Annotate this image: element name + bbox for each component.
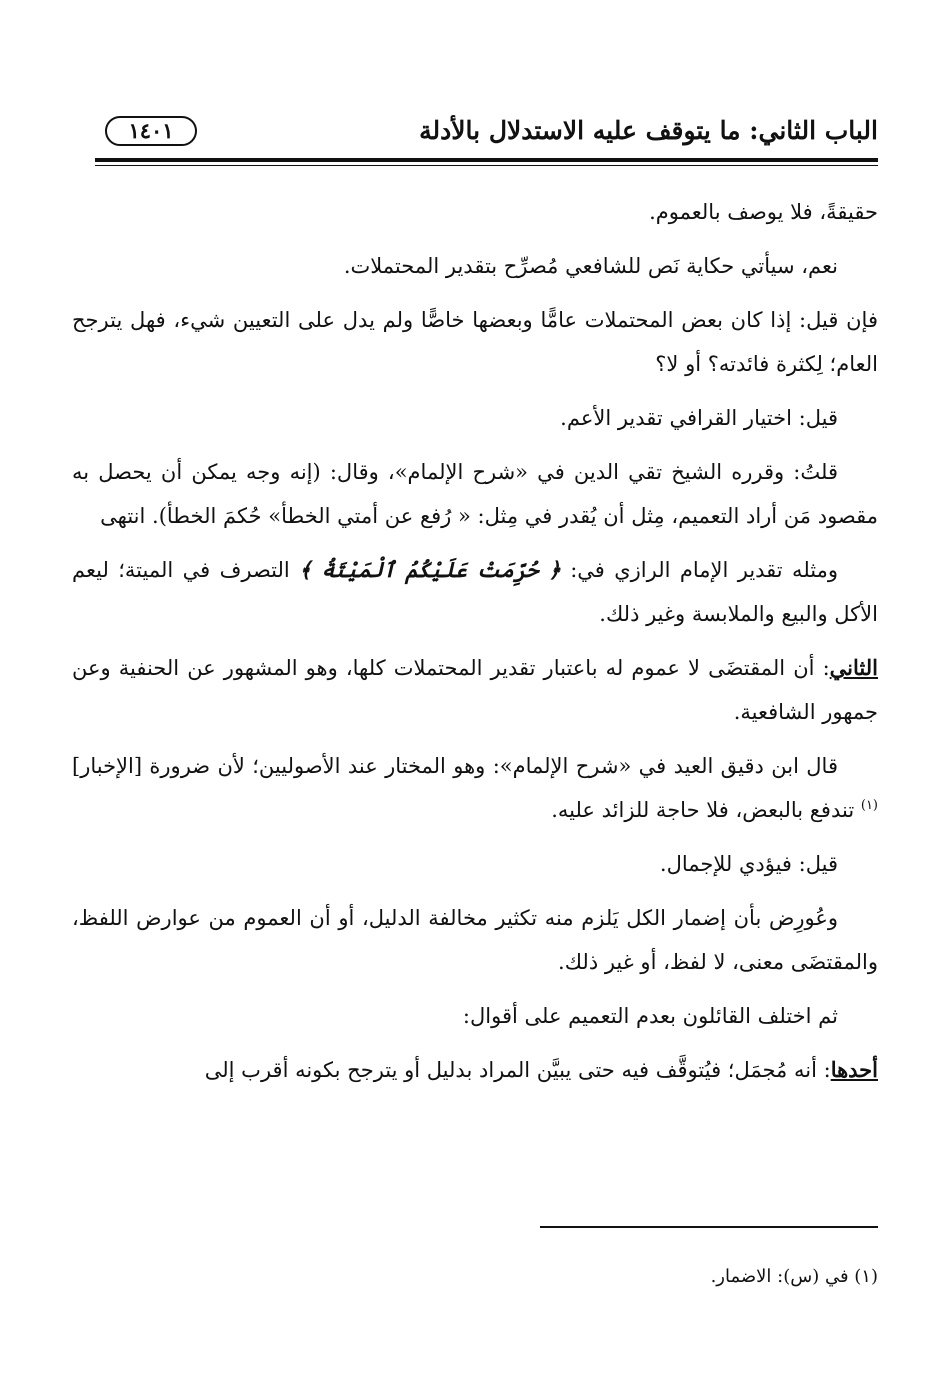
paragraph-text: ومثله تقدير الإمام الرازي في: xyxy=(560,558,838,582)
header-rule-thin xyxy=(95,165,878,166)
paragraph-text: قال ابن دقيق العيد في «شرح الإلمام»: وهو المختار عند الأصوليين؛ لأن ضرورة [الإخبار] xyxy=(72,754,838,778)
paragraph: قيل: فيؤدي للإجمال. xyxy=(659,852,838,876)
paragraph: فإن قيل: إذا كان بعض المحتملات عامًّا وبعضها خاصًّا ولم يدل على التعيين شيء، فهل يترجح العام؛ لِكثرة فائدته؟ أو لا؟ xyxy=(72,308,878,376)
footnote: (١) في (س): الاضمار. xyxy=(710,1266,878,1287)
paragraph-text: : أنه مُجمَل؛ فيُتوقَّف فيه حتى يبيَّن المراد بدليل أو يترجح بكونه أقرب إلى xyxy=(204,1058,831,1082)
chapter-title: الباب الثاني: ما يتوقف عليه الاستدلال بالأدلة xyxy=(419,116,878,145)
section-label: الثاني xyxy=(829,655,878,680)
paragraph: قلتُ: وقرره الشيخ تقي الدين في «شرح الإلمام»، وقال: (إنه وجه يمكن أن يحصل به مقصود مَن أراد التعميم، مِثل أن يُقدر في مِثل: « رُفع عن أمتي الخطأ» حُكمَ الخطأ). انتهى xyxy=(72,460,878,528)
paragraph: قيل: اختيار القرافي تقدير الأعم. xyxy=(560,406,838,430)
footnote-separator xyxy=(540,1226,878,1228)
header-rule xyxy=(95,158,878,162)
paragraph xyxy=(72,1048,878,1092)
paragraph: حقيقةً، فلا يوصف بالعموم. xyxy=(649,200,878,224)
paragraph: نعم، سيأتي حكاية نَص للشافعي مُصرِّح بتقدير المحتملات. xyxy=(343,254,838,278)
quran-verse: ﴿ حُرِّمَتْ عَلَيْكُمُ ٱلْمَيْتَةُ ﴾ xyxy=(299,557,561,582)
page-header xyxy=(95,108,878,158)
paragraph-text: تندفع بالبعض، فلا حاجة للزائد عليه. xyxy=(551,798,861,822)
body-text xyxy=(72,190,878,1102)
page-number: ١٤٠١ xyxy=(105,116,197,146)
paragraph xyxy=(72,744,878,832)
paragraph: ثم اختلف القائلون بعدم التعميم على أقوال: xyxy=(462,1004,838,1028)
paragraph-text: التصرف في الميتة؛ ليعم الأكل والبيع والملابسة وغير ذلك. xyxy=(72,558,878,626)
footnote-marker: (١) xyxy=(860,798,878,813)
paragraph xyxy=(72,646,878,734)
paragraph: وعُورِض بأن إضمار الكل يَلزم منه تكثير مخالفة الدليل، أو أن العموم من عوارض اللفظ، والمقتضَى معنى، لا لفظ، أو غير ذلك. xyxy=(72,906,878,974)
section-label: أحدها xyxy=(830,1057,878,1082)
paragraph xyxy=(72,548,878,636)
paragraph-text: : أن المقتضَى لا عموم له باعتبار تقدير المحتملات كلها، وهو المشهور عن الحنفية وعن جمهور الشافعية. xyxy=(72,656,878,724)
